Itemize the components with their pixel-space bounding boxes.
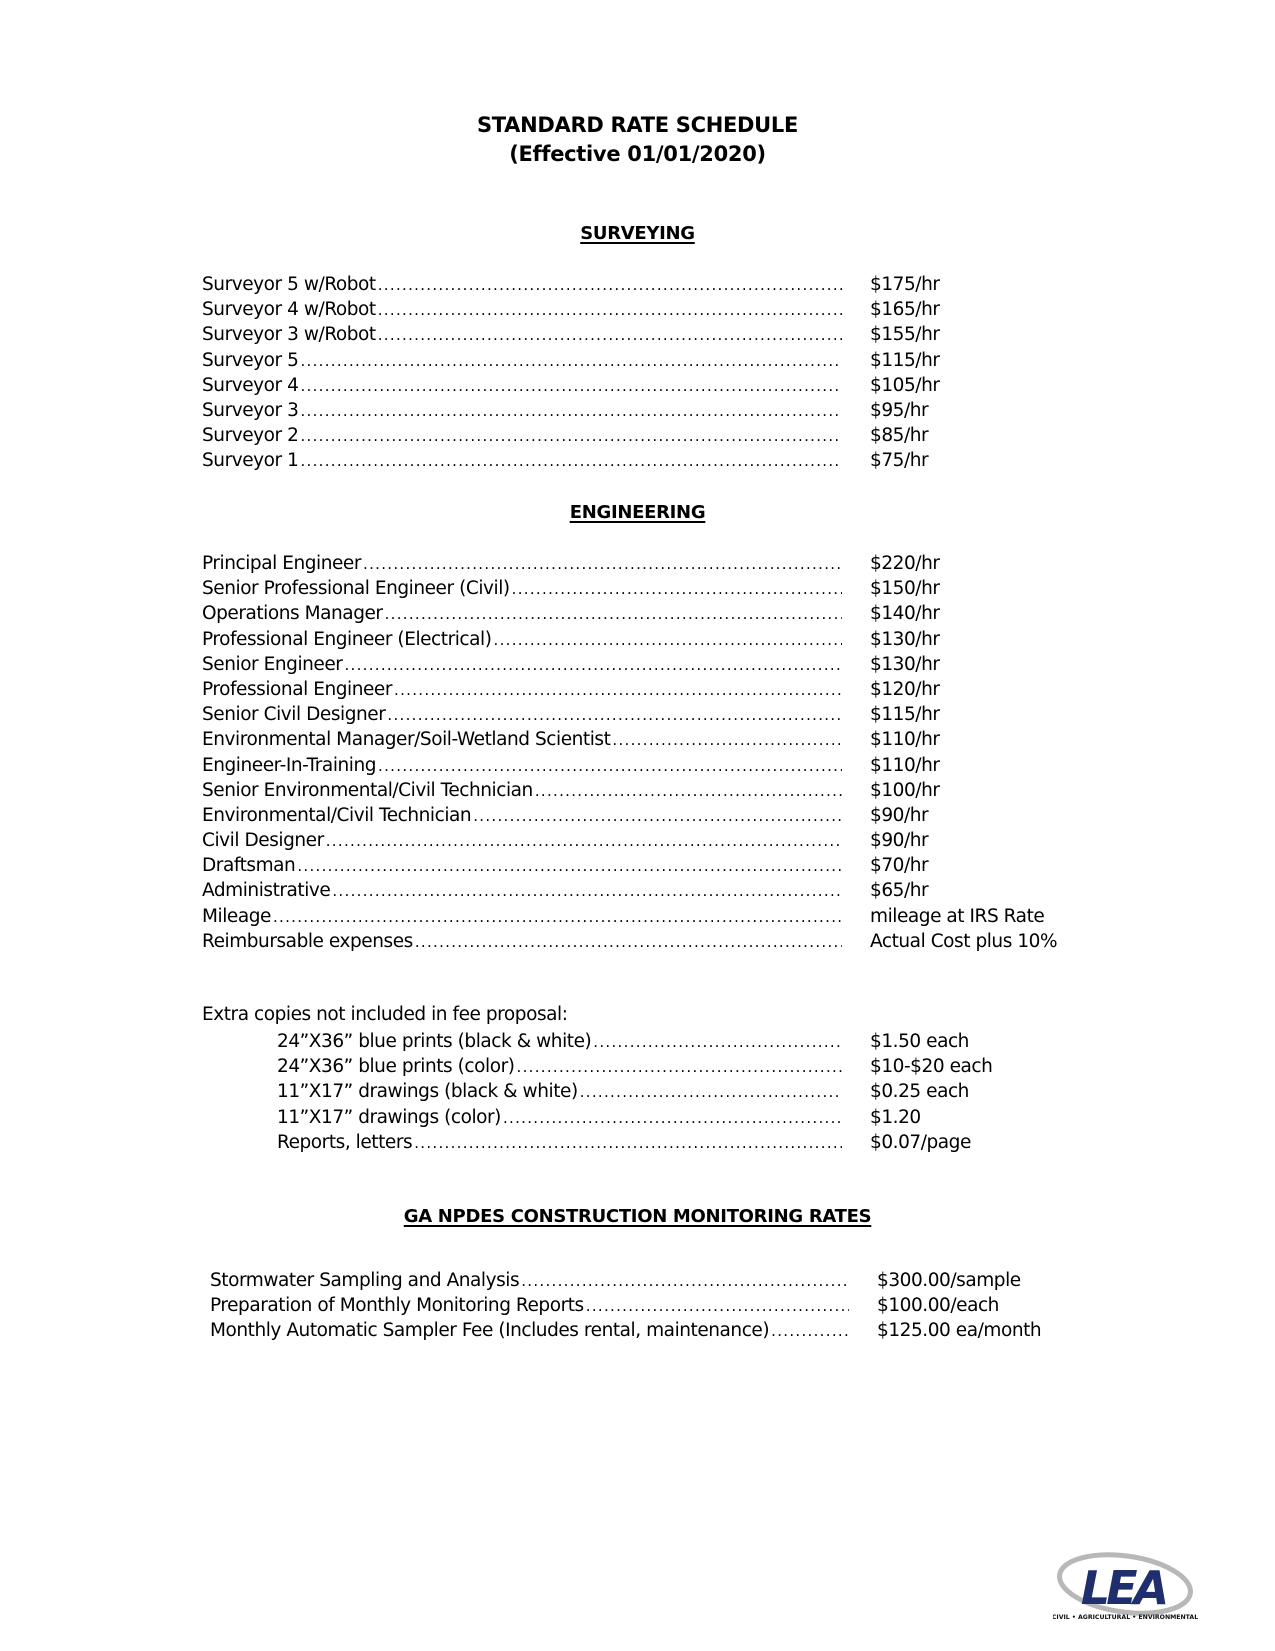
rate-row — [210, 1293, 999, 1318]
rate-row — [202, 297, 940, 322]
rate-value: $110/hr — [870, 754, 940, 776]
rate-row — [202, 601, 940, 626]
company-logo — [1053, 1546, 1203, 1626]
rate-row — [277, 1130, 971, 1155]
rate-row — [202, 702, 940, 727]
rate-value: mileage at IRS Rate — [870, 905, 1045, 927]
rate-value: $300.00/sample — [877, 1270, 1021, 1291]
rate-value: $65/hr — [870, 880, 929, 902]
rate-row — [202, 448, 929, 473]
rate-row — [202, 753, 940, 778]
rate-label: 11”X17” drawings (black & white) — [277, 1081, 578, 1103]
rate-value: $70/hr — [870, 855, 929, 877]
rate-row — [202, 348, 940, 373]
rate-row — [210, 1318, 1042, 1343]
rate-label: Engineer-In-Training — [202, 754, 377, 776]
section-heading-engineering: ENGINEERING — [569, 502, 706, 523]
rate-label: Principal Engineer — [202, 553, 362, 574]
rate-row — [202, 778, 940, 803]
dot-leader — [387, 703, 842, 728]
rate-value: $155/hr — [870, 324, 940, 346]
rate-row — [202, 803, 929, 828]
dot-leader — [771, 1319, 849, 1344]
rate-row — [277, 1054, 993, 1079]
document-subtitle: (Effective 01/01/2020) — [509, 142, 766, 166]
rate-label: Environmental/Civil Technician — [202, 804, 472, 826]
rate-value: $110/hr — [870, 729, 940, 751]
rate-label: Surveyor 2 — [202, 425, 299, 447]
rate-label: Senior Engineer — [202, 653, 343, 675]
dot-leader — [300, 424, 842, 449]
rate-value: $90/hr — [870, 830, 929, 852]
rate-value: $1.50 each — [870, 1031, 969, 1052]
dot-leader — [394, 678, 842, 703]
dot-leader — [300, 449, 842, 474]
dot-leader — [273, 905, 842, 930]
rate-row — [202, 828, 929, 853]
rate-value: $75/hr — [870, 450, 929, 472]
rate-label: Professional Engineer (Electrical) — [202, 628, 492, 650]
npdes-rate-list — [210, 1268, 1042, 1344]
rate-row — [277, 1079, 969, 1104]
rate-label: Stormwater Sampling and Analysis — [210, 1270, 520, 1291]
dot-leader — [521, 1269, 849, 1294]
rate-value: $125.00 ea/month — [877, 1320, 1042, 1342]
document-title: STANDARD RATE SCHEDULE — [476, 113, 799, 137]
dot-leader — [300, 399, 842, 424]
dot-leader — [378, 298, 842, 323]
rate-value: $175/hr — [870, 274, 940, 295]
rate-row — [202, 398, 929, 423]
rate-value: $140/hr — [870, 603, 940, 625]
rate-row — [277, 1105, 921, 1130]
section-heading-npdes: GA NPDES CONSTRUCTION MONITORING RATES — [403, 1206, 872, 1227]
rate-value: $115/hr — [870, 349, 940, 371]
rate-label: Monthly Automatic Sampler Fee (Includes rental, maintenance) — [210, 1320, 770, 1342]
rate-label: Civil Designer — [202, 830, 324, 852]
rate-label: Draftsman — [202, 855, 296, 877]
dot-leader — [378, 754, 842, 779]
dot-leader — [503, 1106, 842, 1131]
dot-leader — [300, 349, 842, 374]
rate-value: $90/hr — [870, 804, 929, 826]
rate-label: 11”X17” drawings (color) — [277, 1106, 501, 1128]
rate-value: $85/hr — [870, 425, 929, 447]
rate-value: $120/hr — [870, 678, 940, 700]
rate-label: Surveyor 4 — [202, 374, 299, 396]
rate-value: $0.07/page — [870, 1131, 971, 1153]
dot-leader — [363, 552, 842, 577]
rate-row — [202, 652, 940, 677]
engineering-rate-list — [202, 551, 1058, 954]
rate-value: $220/hr — [870, 553, 940, 574]
rate-value: Actual Cost plus 10% — [870, 930, 1058, 952]
rate-label: Surveyor 5 — [202, 349, 299, 371]
rate-label: Environmental Manager/Soil-Wetland Scientist — [202, 729, 611, 751]
rate-label: 24”X36” blue prints (black & white) — [277, 1031, 592, 1052]
rate-label: Surveyor 1 — [202, 450, 299, 472]
dot-leader — [586, 1294, 849, 1319]
dot-leader — [593, 1030, 842, 1055]
rate-row — [202, 929, 1058, 954]
rate-row — [202, 853, 929, 878]
dot-leader — [297, 854, 842, 879]
dot-leader — [612, 728, 842, 753]
rate-value: $10-$20 each — [870, 1056, 993, 1078]
rate-row — [202, 904, 1045, 929]
rate-value: $1.20 — [870, 1106, 921, 1128]
svg-text:CIVIL • AGRICULTURAL • ENVIRON: CIVIL • AGRICULTURAL • ENVIRONMENTAL — [1053, 1614, 1199, 1621]
rate-value: $0.25 each — [870, 1081, 969, 1103]
rate-label: Mileage — [202, 905, 271, 927]
rate-label: Surveyor 3 w/Robot — [202, 324, 376, 346]
dot-leader — [494, 628, 843, 653]
dot-leader — [414, 1131, 842, 1156]
rate-row — [202, 272, 940, 297]
dot-leader — [378, 273, 842, 298]
rate-row — [202, 551, 940, 576]
rate-value: $100/hr — [870, 779, 940, 801]
rate-value: $130/hr — [870, 628, 940, 650]
rate-label: Surveyor 5 w/Robot — [202, 274, 376, 295]
rate-label: Surveyor 3 — [202, 399, 299, 421]
dot-leader — [473, 804, 842, 829]
rate-label: Senior Professional Engineer (Civil) — [202, 578, 510, 600]
dot-leader — [300, 374, 842, 399]
rate-value: $95/hr — [870, 399, 929, 421]
dot-leader — [378, 323, 842, 348]
rate-label: Administrative — [202, 880, 331, 902]
surveying-rate-list — [202, 272, 940, 474]
dot-leader — [344, 653, 842, 678]
rate-value: $130/hr — [870, 653, 940, 675]
rate-value: $100.00/each — [877, 1295, 999, 1317]
rate-value: $115/hr — [870, 704, 940, 726]
rate-label: Operations Manager — [202, 603, 383, 625]
dot-leader — [517, 1055, 842, 1080]
rate-row — [202, 423, 929, 448]
rate-label: Preparation of Monthly Monitoring Reports — [210, 1295, 584, 1317]
dot-leader — [415, 930, 842, 955]
rate-label: Reports, letters — [277, 1131, 413, 1153]
rate-row — [210, 1268, 1021, 1293]
rate-row — [277, 1029, 969, 1054]
dot-leader — [580, 1080, 842, 1105]
rate-row — [202, 677, 940, 702]
dot-leader — [332, 879, 842, 904]
extra-copies-list — [277, 1029, 993, 1155]
rate-row — [202, 373, 940, 398]
svg-text:LEA: LEA — [1080, 1561, 1166, 1615]
rate-row — [202, 878, 929, 903]
dot-leader — [326, 829, 842, 854]
rate-label: Surveyor 4 w/Robot — [202, 299, 376, 321]
rate-value: $105/hr — [870, 374, 940, 396]
rate-label: Senior Civil Designer — [202, 704, 386, 726]
rate-label: Senior Environmental/Civil Technician — [202, 779, 533, 801]
rate-row — [202, 727, 940, 752]
dot-leader — [535, 779, 842, 804]
lea-logo-icon — [1053, 1546, 1203, 1626]
dot-leader — [512, 577, 842, 602]
extra-copies-intro: Extra copies not included in fee proposal: — [202, 1004, 568, 1025]
rate-row — [202, 627, 940, 652]
rate-value: $165/hr — [870, 299, 940, 321]
rate-label: Reimbursable expenses — [202, 930, 413, 952]
rate-value: $150/hr — [870, 578, 940, 600]
rate-label: Professional Engineer — [202, 678, 393, 700]
rate-row — [202, 576, 940, 601]
rate-row — [202, 322, 940, 347]
dot-leader — [385, 602, 842, 627]
rate-label: 24”X36” blue prints (color) — [277, 1056, 515, 1078]
section-heading-surveying: SURVEYING — [580, 223, 695, 244]
